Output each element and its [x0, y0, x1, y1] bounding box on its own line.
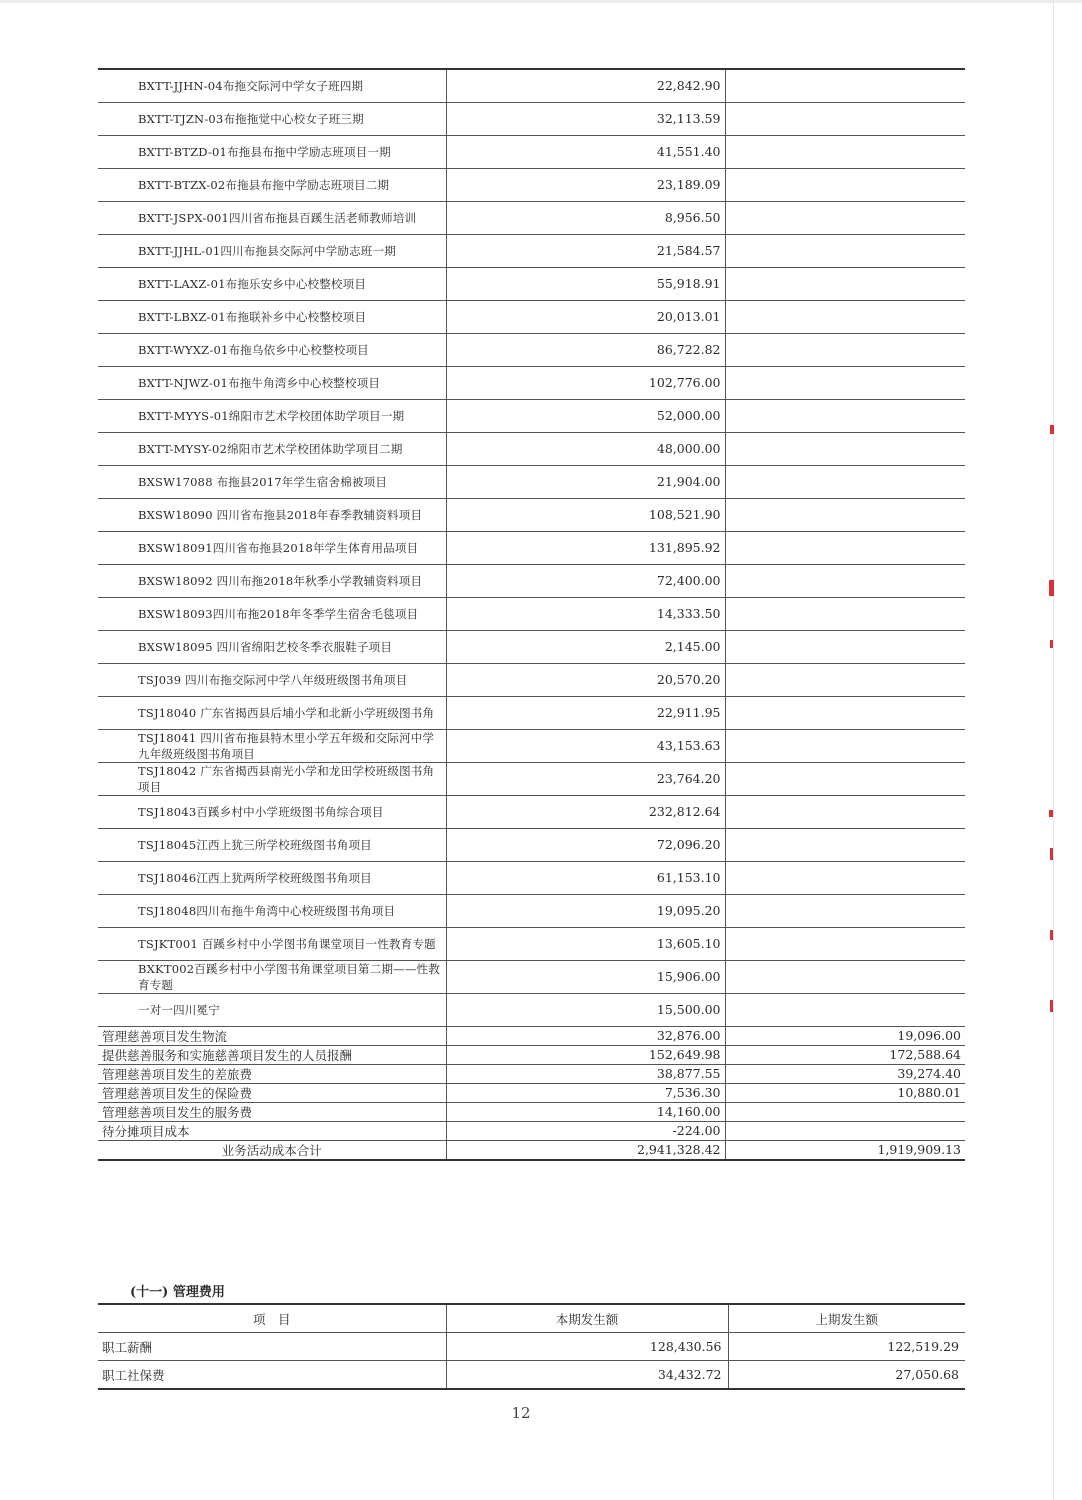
- previous-amount: [725, 1121, 965, 1140]
- current-amount: 13,605.10: [446, 927, 725, 960]
- current-amount: 7,536.30: [446, 1083, 725, 1102]
- table-row: [98, 201, 965, 234]
- row-label: 管理慈善项目发生物流: [98, 1026, 446, 1045]
- previous-amount: [725, 828, 965, 861]
- current-amount: 32,876.00: [446, 1026, 725, 1045]
- table-row: [98, 1333, 965, 1361]
- table-row: [98, 993, 965, 1026]
- current-amount: 15,500.00: [446, 993, 725, 1026]
- previous-amount: [725, 960, 965, 993]
- row-label: BXSW17088 布拖县2017年学生宿舍棉被项目: [98, 465, 446, 498]
- previous-amount: [725, 399, 965, 432]
- current-amount: 21,584.57: [446, 234, 725, 267]
- table-row: [98, 267, 965, 300]
- current-amount: 19,095.20: [446, 894, 725, 927]
- current-amount: 14,333.50: [446, 597, 725, 630]
- row-label: 管理慈善项目发生的服务费: [98, 1102, 446, 1121]
- row-label: 业务活动成本合计: [98, 1140, 446, 1160]
- table-row: [98, 861, 965, 894]
- current-amount: 48,000.00: [446, 432, 725, 465]
- current-amount: 102,776.00: [446, 366, 725, 399]
- row-label: BXTT-LBXZ-01布拖联补乡中心校整校项目: [98, 300, 446, 333]
- current-amount: 23,189.09: [446, 168, 725, 201]
- previous-amount: 10,880.01: [725, 1083, 965, 1102]
- table-row: [98, 1121, 965, 1140]
- previous-amount: [725, 564, 965, 597]
- current-amount: 8,956.50: [446, 201, 725, 234]
- current-amount: 34,432.72: [446, 1361, 728, 1390]
- row-label: TSJ18043百蹊乡村中小学班级图书角综合项目: [98, 795, 446, 828]
- current-amount: 2,941,328.42: [446, 1140, 725, 1160]
- previous-amount: [725, 333, 965, 366]
- row-label: TSJ18041 四川省布拖县特木里小学五年级和交际河中学九年级班级图书角项目: [98, 729, 446, 762]
- row-label: 一对一四川冕宁: [98, 993, 446, 1026]
- previous-amount: [725, 498, 965, 531]
- row-label: TSJ18046江西上犹两所学校班级图书角项目: [98, 861, 446, 894]
- current-amount: 41,551.40: [446, 135, 725, 168]
- row-label: TSJ18045江西上犹三所学校班级图书角项目: [98, 828, 446, 861]
- previous-amount: [725, 861, 965, 894]
- current-amount: 22,911.95: [446, 696, 725, 729]
- current-amount: 20,013.01: [446, 300, 725, 333]
- row-label: BXSW18095 四川省绵阳艺校冬季衣服鞋子项目: [98, 630, 446, 663]
- total-row: [98, 1140, 965, 1160]
- table-row: [98, 366, 965, 399]
- row-label: 提供慈善服务和实施慈善项目发生的人员报酬: [98, 1045, 446, 1064]
- scan-top-edge: [0, 0, 1082, 3]
- current-amount: 131,895.92: [446, 531, 725, 564]
- current-amount: 15,906.00: [446, 960, 725, 993]
- current-amount: 55,918.91: [446, 267, 725, 300]
- row-label: BXSW18092 四川布拖2018年秋季小学教辅资料项目: [98, 564, 446, 597]
- business-activity-cost-table: [98, 68, 965, 1161]
- previous-amount: 172,588.64: [725, 1045, 965, 1064]
- scan-right-edge: [1053, 0, 1054, 1500]
- header-current-amount: 本期发生额: [446, 1304, 728, 1333]
- previous-amount: 19,096.00: [725, 1026, 965, 1045]
- cost-table-body: [98, 69, 965, 1160]
- previous-amount: [725, 630, 965, 663]
- row-label: BXTT-BTZD-01布拖县布拖中学励志班项目一期: [98, 135, 446, 168]
- previous-amount: [725, 201, 965, 234]
- current-amount: 152,649.98: [446, 1045, 725, 1064]
- table-row: [98, 663, 965, 696]
- table-row: [98, 69, 965, 102]
- table-row: [98, 795, 965, 828]
- row-label: TSJ18048四川布拖牛角湾中心校班级图书角项目: [98, 894, 446, 927]
- table-row: [98, 333, 965, 366]
- header-previous-amount: 上期发生额: [728, 1304, 965, 1333]
- row-label: TSJ18042 广东省揭西县南光小学和龙田学校班级图书角项目: [98, 762, 446, 795]
- row-label: 职工薪酬: [98, 1333, 446, 1361]
- table-row: [98, 762, 965, 795]
- table-row: [98, 729, 965, 762]
- row-label: TSJ18040 广东省揭西县后埔小学和北新小学班级图书角: [98, 696, 446, 729]
- table-row: [98, 234, 965, 267]
- previous-amount: [725, 696, 965, 729]
- table-row: [98, 696, 965, 729]
- previous-amount: [725, 729, 965, 762]
- table-row: [98, 564, 965, 597]
- row-label: BXTT-BTZX-02布拖县布拖中学励志班项目二期: [98, 168, 446, 201]
- current-amount: 232,812.64: [446, 795, 725, 828]
- table-row: [98, 630, 965, 663]
- admin-table-header-row: [98, 1304, 965, 1333]
- scan-mark: [1050, 425, 1054, 434]
- current-amount: 38,877.55: [446, 1064, 725, 1083]
- row-label: BXTT-WYXZ-01布拖乌依乡中心校整校项目: [98, 333, 446, 366]
- scan-mark: [1050, 1000, 1053, 1012]
- current-amount: 32,113.59: [446, 102, 725, 135]
- previous-amount: [725, 762, 965, 795]
- row-label: BXTT-TJZN-03布拖拖觉中心校女子班三期: [98, 102, 446, 135]
- row-label: BXTT-NJWZ-01布拖牛角湾乡中心校整校项目: [98, 366, 446, 399]
- table-row: [98, 1102, 965, 1121]
- row-label: BXTT-JSPX-001四川省布拖县百蹊生活老师教师培训: [98, 201, 446, 234]
- table-row: [98, 597, 965, 630]
- scan-mark: [1050, 848, 1053, 860]
- table-row: [98, 432, 965, 465]
- current-amount: 61,153.10: [446, 861, 725, 894]
- table-row: [98, 1026, 965, 1045]
- scan-mark: [1050, 930, 1053, 940]
- table-row: [98, 1064, 965, 1083]
- row-label: TSJ039 四川布拖交际河中学八年级班级图书角项目: [98, 663, 446, 696]
- table-row: [98, 465, 965, 498]
- previous-amount: [725, 102, 965, 135]
- scan-mark: [1049, 580, 1054, 596]
- current-amount: 72,096.20: [446, 828, 725, 861]
- previous-amount: 39,274.40: [725, 1064, 965, 1083]
- current-amount: 86,722.82: [446, 333, 725, 366]
- current-amount: 21,904.00: [446, 465, 725, 498]
- scan-mark: [1050, 640, 1053, 648]
- previous-amount: 122,519.29: [728, 1333, 965, 1361]
- current-amount: -224.00: [446, 1121, 725, 1140]
- table-row: [98, 135, 965, 168]
- table-row: [98, 894, 965, 927]
- previous-amount: [725, 135, 965, 168]
- row-label: 管理慈善项目发生的差旅费: [98, 1064, 446, 1083]
- previous-amount: [725, 927, 965, 960]
- current-amount: 72,400.00: [446, 564, 725, 597]
- table-row: [98, 1361, 965, 1390]
- scan-mark: [1049, 810, 1053, 817]
- previous-amount: [725, 1102, 965, 1121]
- table-row: [98, 399, 965, 432]
- current-amount: 52,000.00: [446, 399, 725, 432]
- row-label: BXTT-MYSY-02绵阳市艺术学校团体助学项目二期: [98, 432, 446, 465]
- table-row: [98, 300, 965, 333]
- table-row: [98, 498, 965, 531]
- admin-expense-table: [98, 1303, 965, 1390]
- row-label: BXSW18090 四川省布拖县2018年春季教辅资料项目: [98, 498, 446, 531]
- row-label: 职工社保费: [98, 1361, 446, 1390]
- current-amount: 22,842.90: [446, 69, 725, 102]
- previous-amount: [725, 465, 965, 498]
- previous-amount: [725, 366, 965, 399]
- current-amount: 43,153.63: [446, 729, 725, 762]
- previous-amount: 27,050.68: [728, 1361, 965, 1390]
- table-row: [98, 168, 965, 201]
- previous-amount: [725, 993, 965, 1026]
- previous-amount: [725, 894, 965, 927]
- current-amount: 2,145.00: [446, 630, 725, 663]
- table-row: [98, 927, 965, 960]
- current-amount: 20,570.20: [446, 663, 725, 696]
- current-amount: 108,521.90: [446, 498, 725, 531]
- row-label: TSJKT001 百蹊乡村中小学图书角课堂项目一性教育专题: [98, 927, 446, 960]
- row-label: BXTT-MYYS-01绵阳市艺术学校团体助学项目一期: [98, 399, 446, 432]
- previous-amount: 1,919,909.13: [725, 1140, 965, 1160]
- table-row: [98, 1045, 965, 1064]
- previous-amount: [725, 168, 965, 201]
- table-row: [98, 828, 965, 861]
- row-label: BXSW18093四川布拖2018年冬季学生宿舍毛毯项目: [98, 597, 446, 630]
- table-row: [98, 102, 965, 135]
- current-amount: 23,764.20: [446, 762, 725, 795]
- previous-amount: [725, 234, 965, 267]
- current-amount: 128,430.56: [446, 1333, 728, 1361]
- previous-amount: [725, 795, 965, 828]
- previous-amount: [725, 267, 965, 300]
- table-row: [98, 1083, 965, 1102]
- previous-amount: [725, 663, 965, 696]
- previous-amount: [725, 597, 965, 630]
- previous-amount: [725, 300, 965, 333]
- previous-amount: [725, 432, 965, 465]
- row-label: BXTT-JJHL-01四川布拖县交际河中学励志班一期: [98, 234, 446, 267]
- admin-expense-section-title: (十一) 管理费用: [130, 1285, 225, 1300]
- page-number: 12: [511, 1404, 531, 1422]
- row-label: 待分摊项目成本: [98, 1121, 446, 1140]
- row-label: BXTT-LAXZ-01布拖乐安乡中心校整校项目: [98, 267, 446, 300]
- header-item: 项 目: [98, 1304, 446, 1333]
- current-amount: 14,160.00: [446, 1102, 725, 1121]
- row-label: 管理慈善项目发生的保险费: [98, 1083, 446, 1102]
- row-label: BXTT-JJHN-04布拖交际河中学女子班四期: [98, 69, 446, 102]
- row-label: BXSW18091四川省布拖县2018年学生体育用品项目: [98, 531, 446, 564]
- previous-amount: [725, 531, 965, 564]
- table-row: [98, 960, 965, 993]
- table-row: [98, 531, 965, 564]
- previous-amount: [725, 69, 965, 102]
- row-label: BXKT002百蹊乡村中小学图书角课堂项目第二期——性教育专题: [98, 960, 446, 993]
